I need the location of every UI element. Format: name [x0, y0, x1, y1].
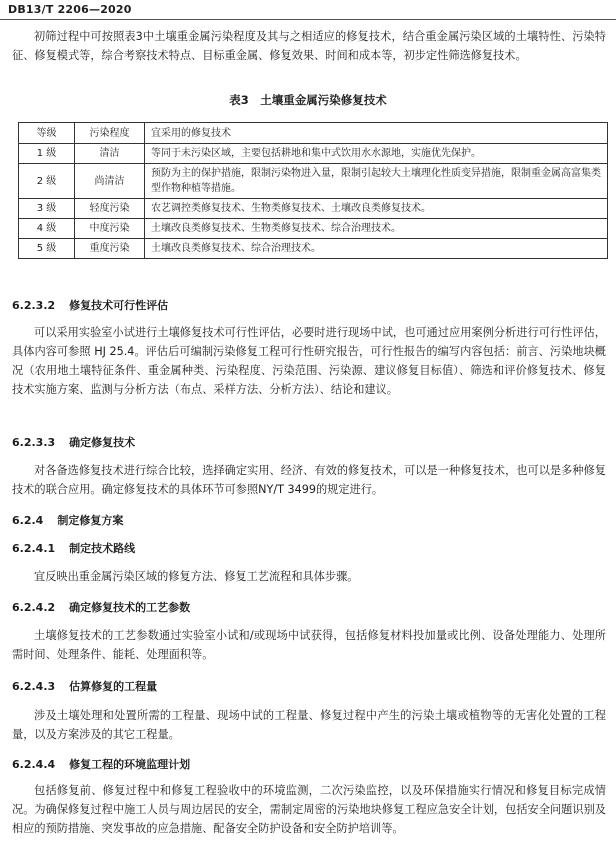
section-title: 确定修复技术 [69, 436, 136, 449]
header-rule [0, 19, 616, 20]
intro-paragraph: 初筛过程中可按照表3中土壤重金属污染程度及其与之相适应的修复技术，结合重金属污染区域的土壤特性、污染特征、修复模式等，综合考察技术特点、目标重金属、修复效果、时间和成本等，初步定性筛选修复技术。 [12, 30, 606, 62]
degree-cell: 重度污染 [75, 239, 145, 259]
section-number: 6.2.4.1 [12, 542, 56, 555]
section-heading [12, 512, 123, 528]
section-paragraph: 涉及土壤处理和处置所需的工程量、现场中试的工程量、修复过程中产生的污染土壤或植物等的无害化处置的工程量，以及方案涉及的其它工程量。 [12, 709, 606, 741]
table-row [19, 219, 608, 239]
section-paragraph: 包括修复前、修复过程中和修复工程验收中的环境监测，二次污染监控，以及环保措施实行情况和修复目标完成情况。为确保修复过程中施工人员与周边居民的安全，需制定周密的污染地块修复工程应急安全计划，包括安全问题识别及相应的预防措施、突发事故的应急措施、配备安全防护设备和安全防护培训等。 [12, 784, 606, 835]
table-row [19, 144, 608, 164]
level-cell: 4 级 [19, 219, 75, 239]
section-paragraph: 对各备选修复技术进行综合比较，选择确定实用、经济、有效的修复技术，可以是一种修复技术，也可以是多种修复技术的联合应用。确定修复技术的具体环节可参照NY/T 3499的规定进行。 [12, 464, 606, 496]
remediation-table [18, 122, 608, 259]
section-heading [12, 678, 157, 694]
section-title: 确定修复技术的工艺参数 [69, 601, 191, 614]
header-cell: 等级 [19, 123, 75, 144]
section-number: 6.2.4.4 [12, 758, 56, 771]
level-cell: 3 级 [19, 199, 75, 219]
section-number: 6.2.4.3 [12, 680, 56, 693]
degree-cell: 轻度污染 [75, 199, 145, 219]
section-heading [12, 297, 168, 313]
section-number: 6.2.4.2 [12, 601, 56, 614]
section-title: 修复工程的环境监理计划 [69, 758, 191, 771]
tech-cell: 预防为主的保护措施，限制污染物进入量，限制引起较大土壤理化性质变异措施，限制重金属高富集类型作物种植等措施。 [145, 164, 608, 199]
level-cell: 1 级 [19, 144, 75, 164]
table-title: 表3 土壤重金属污染修复技术 [229, 93, 387, 107]
degree-cell: 中度污染 [75, 219, 145, 239]
table-row [19, 164, 608, 199]
section-paragraph: 土壤修复技术的工艺参数通过实验室小试和/或现场中试获得，包括修复材料投加量或比例、设备处理能力、处理所需时间、处理条件、能耗、处理面积等。 [12, 629, 606, 661]
section-paragraph: 宜反映出重金属污染区域的修复方法、修复工艺流程和具体步骤。 [34, 570, 359, 583]
tech-cell: 土壤改良类修复技术、生物类修复技术、综合治理技术。 [145, 219, 608, 239]
level-cell: 2 级 [19, 164, 75, 199]
section-title: 估算修复的工程量 [69, 680, 158, 693]
section-number: 6.2.3.3 [12, 436, 56, 449]
section-title: 制定修复方案 [57, 514, 124, 527]
table-row [19, 239, 608, 259]
tech-cell: 等同于未污染区域，主要包括耕地和集中式饮用水水源地，实施优先保护。 [145, 144, 608, 164]
section-paragraph: 可以采用实验室小试进行土壤修复技术可行性评估，必要时进行现场中试，也可通过应用案例分析进行可行性评估，具体内容可参照 HJ 25.4。评估后可编制污染修复工程可行性研究报告，可行性报告的编写内容包括：前言、污染地块概况（农用地土壤特征条件、重金属种类、污染程度、污染范围、污染源、建议修复目标值）、筛选和评价修复技术、修复技术实施方案、监测与分析方法（布点、采样方法、分析方法）、结论和建议。 [12, 326, 606, 396]
section-title: 制定技术路线 [69, 542, 136, 555]
section-heading [12, 434, 135, 450]
section-heading [12, 756, 190, 772]
degree-cell: 清洁 [75, 144, 145, 164]
header-cell: 宜采用的修复技术 [145, 123, 608, 144]
section-heading [12, 540, 135, 556]
table-header-row [19, 123, 608, 144]
section-number: 6.2.3.2 [12, 299, 56, 312]
header-cell: 污染程度 [75, 123, 145, 144]
level-cell: 5 级 [19, 239, 75, 259]
section-heading [12, 599, 190, 615]
tech-cell: 农艺调控类修复技术、生物类修复技术、土壤改良类修复技术。 [145, 199, 608, 219]
section-title: 修复技术可行性评估 [69, 299, 169, 312]
document-code: DB13/T 2206—2020 [8, 3, 132, 16]
tech-cell: 土壤改良类修复技术、综合治理技术。 [145, 239, 608, 259]
section-number: 6.2.4 [12, 514, 44, 527]
degree-cell: 尚清洁 [75, 164, 145, 199]
table-row [19, 199, 608, 219]
